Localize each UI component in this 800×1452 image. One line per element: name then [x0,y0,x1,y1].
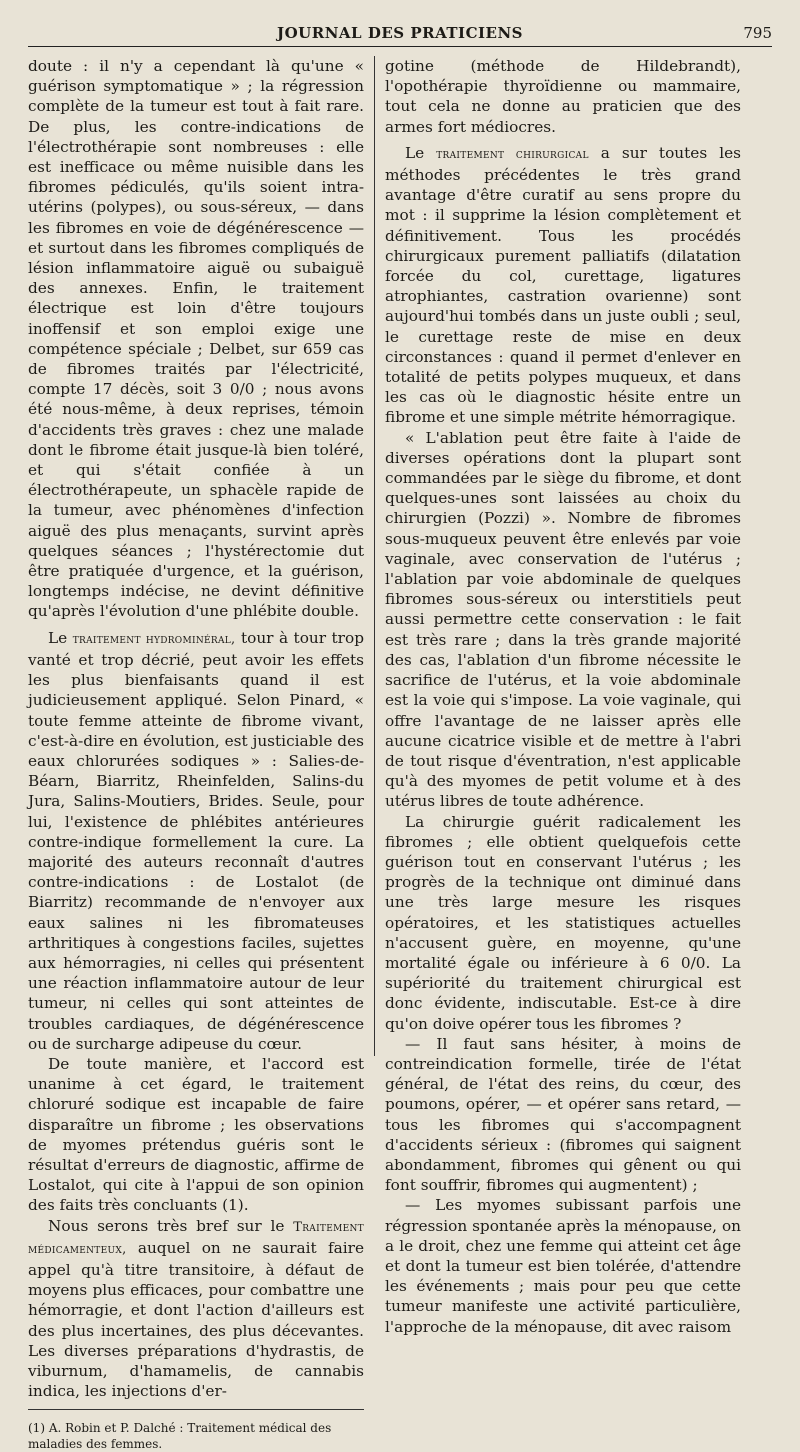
left-column [28,56,364,1452]
paragraph-body: a sur toutes les méthodes précédentes le très grand avantage d'être curatif au sens propre du mot : il supprime la lésion complètement et définitivement. Tous les procédés chirurgicaux purement palliatifs (dilatation forcée du col, curettage, ligatures atrophiantes, castration ovarienne) sont aujourd'hui tombés dans un juste oubli ; seul, le curettage reste de mise en deux circonstances : quand il permet d'enlever en totalité de petits polypes muqueux, et dans les cas où le diagnostic hésite entre un fibrome et une simple métrite hémorragique. [385,143,742,427]
column-divider [374,56,375,1056]
paragraph-medication [28,1216,364,1402]
paragraph-indications: — Il faut sans hésiter, à moins de contreindication formelle, tirée de l'état général, de l'état des reins, du cœur, des poumons, opérer, — et opérer sans retard, — tous les fibromes qui s'accompagnent d'accidents sérieux : (fibromes qui saignent abondamment, fibromes qui gênent ou qui font souffrir, fibromes qui augmentent) ; [385,1034,741,1195]
paragraph-continuation: gotine (méthode de Hildebrandt), l'opothérapie thyroïdienne ou mammaire, tout cela ne donne au praticien que des armes fort médiocres. [385,57,741,136]
lead-text: Le [405,143,425,162]
page-number: 795 [743,24,772,42]
paragraph-surgery-results: La chirurgie guérit radicalement les fibromes ; elle obtient quelquefois cette guérison tout en conservant l'utérus ; les progrès de la technique ont diminué dans une très large mesure les risques opératoires, et les statistiques actuelles n'accusent guère, en moyenne, qu'une mortalité égale ou inférieure à 6 0/0. La supériorité du traitement chirurgical est donc évidente, indiscutable. Est-ce à dire qu'on doive opérer tous les fibromes ? [385,812,741,1033]
paragraph-hydromineral [28,628,364,1054]
lead-text: Nous serons très bref sur le [48,1216,285,1235]
section-term-medication: Traitement médicamenteux, [28,1219,364,1257]
paragraph-ablation: « L'ablation peut être faite à l'aide de diverses opérations dont la plupart sont commandées par le siège du fibrome, et dont quelques-unes sont laissées au choix du chirurgien (Pozzi) ». Nombre de fibromes sous-muqueux peuvent être enlevés par voie vaginale, avec conservation de l'utérus ; l'ablation par voie abdominale de quelques fibromes sous-séreux ou interstitiels peut aussi permettre cette conservation : le fait est très rare ; dans la très grande majorité des cas, l'ablation d'un fibrome nécessite le sacrifice de l'utérus, et la voie abdominale est la voie qui s'impose. La voie vaginale, qui offre l'avantage de ne laisser après elle aucune cicatrice visible et de mettre à l'abri de tout risque d'éventration, n'est applicable qu'à des myomes de petit volume et à des utérus libres de toute adhérence. [385,428,741,811]
section-term-surgical: traitement chirurgical [436,146,589,162]
running-header [28,22,772,47]
paragraph-electrotherapy: doute : il n'y a cependant là qu'une « guérison symptomatique » ; la régression complète de la tumeur est tout à fait rare. De plus, les contre-indications de l'électrothérapie sont nombreuses : elle est inefficace ou même nuisible dans les fibromes pédiculés, qu'ils soient intra-utérins (polypes), ou sous-séreux, — dans les fibromes en voie de dégénérescence — et surtout dans les fibromes compliqués de lésion inflammatoire aiguë ou subaiguë des annexes. Enfin, le traitement électrique est loin d'être toujours inoffensif et son emploi exige une compétence spéciale ; Delbet, sur 659 cas de fibromes traités par l'électricité, compte 17 décès, soit 3 0/0 ; nous avons été nous-même, à deux reprises, témoin d'accidents très graves : chez une malade dont le fibrome était jusque-là bien toléré, et qui s'était confiée à un électrothérapeute, un sphacèle rapide de la tumeur, avec phénomènes d'infection aiguë des plus menaçants, survint après quelques séances ; l'hystérectomie dut être pratiquée d'urgence, et la guérison, longtemps indécise, ne devint définitive qu'après l'évolution d'une phlébite double. [28,57,364,621]
paragraph-menopause: — Les myomes subissant parfois une régression spontanée après la ménopause, on a le droit, chez une femme qui atteint cet âge et dont la tumeur est bien tolérée, d'attendre les événements ; mais pour peu que cette tumeur manifeste une activité particulière, l'approche de la ménopause, dit avec raisom [385,1196,741,1336]
right-column [385,56,741,1337]
paragraph-surgical [385,143,741,428]
lead-text: Le [48,628,68,647]
footnote: (1) A. Robin et P. Dalché : Traitement médical des maladies des femmes. [28,1421,332,1452]
paragraph-chloride: De toute manière, et l'accord est unanime à cet égard, le traitement chloruré sodique est incapable de faire disparaître un fibrome ; les observations de myomes prétendus guéris sont le résultat d'erreurs de diagnostic, affirme de Lostalot, qui cite à l'appui de son opinion des faits très concluants (1). [28,1054,364,1215]
journal-title: JOURNAL DES PRATICIENS [277,24,523,42]
section-term-hydromineral: traitement hydrominéral, [72,631,236,647]
paragraph-body: auquel on ne saurait faire appel qu'à titre transitoire, à défaut de moyens plus efficaces, pour combattre une hémorragie, et dont l'action d'ailleurs est des plus incertaines, des plus décevantes. Les diverses préparations d'hydrastis, de viburnum, d'hamamelis, de cannabis indica, les injections d'er- [28,1238,364,1401]
paragraph-body: tour à tour trop vanté et trop décrié, peut avoir les effets les plus bienfaisants quand il est judicieusement appliqué. Selon Pinard, « toute femme atteinte de fibrome vivant, c'est-à-dire en évolution, est justiciable des eaux chlorurées sodiques » : Salies-de-Béarn, Biarritz, Rheinfelden, Salins-du Jura, Salins-Moutiers, Brides. Seule, pour lui, l'existence de phlébites antérieures contre-indique formellement la cure. La majorité des auteurs reconnaît d'autres contre-indications : de Lostalot (de Biarritz) recommande de n'envoyer aux eaux salines ni les fibromateuses arthritiques à congestions faciles, sujettes aux hémorragies, ni celles qui présentent une réaction inflammatoire autour de leur tumeur, ni celles qui sont atteintes de troubles cardiaques, de dégénérescence ou de surcharge adipeuse du cœur. [28,628,364,1053]
footnote-rule [28,1409,364,1410]
